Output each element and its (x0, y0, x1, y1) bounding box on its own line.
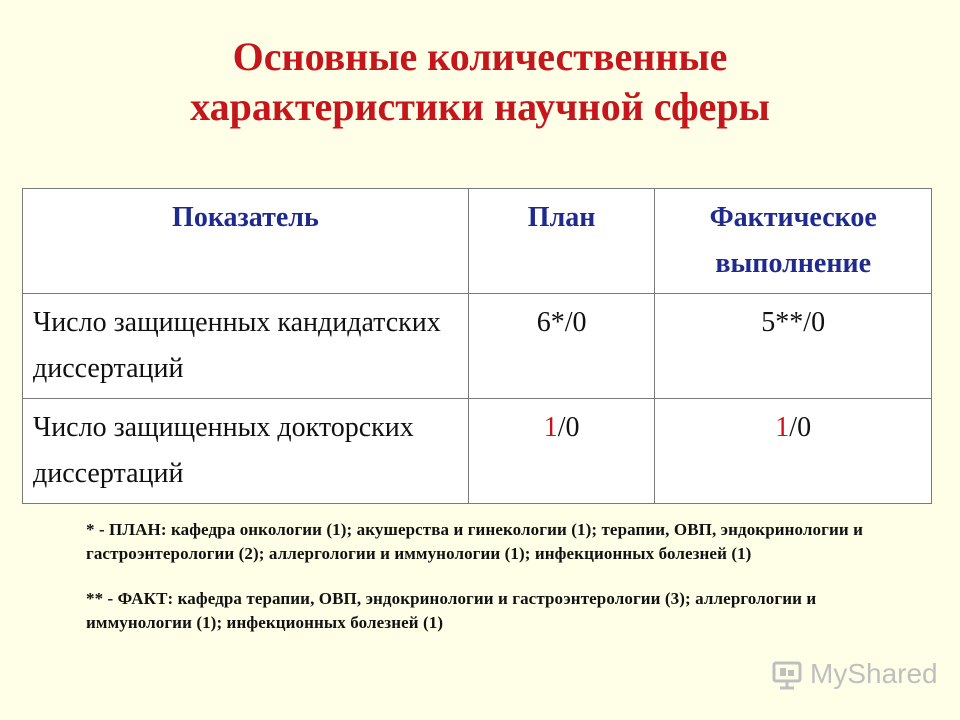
row-fact: 5**/0 (655, 294, 932, 399)
table-row (23, 294, 932, 399)
header-indicator: Показатель (23, 189, 469, 294)
indicators-table (22, 188, 932, 504)
presentation-icon (770, 657, 804, 691)
fact-highlight: 1 (775, 412, 790, 443)
footnote-fact: ** - ФАКТ: кафедра терапии, ОВП, эндокринологии и гастроэнтерологии (3); аллергологии и иммунологии (1); инфекционных болезней (1) (86, 589, 817, 632)
page-title (0, 32, 960, 132)
title-line-2: характеристики научной сферы (190, 84, 770, 129)
row-label: Число защищенных кандидатских диссертаций (23, 294, 469, 399)
table-header-row (23, 189, 932, 294)
plan-highlight: 1 (543, 412, 558, 443)
row-fact (655, 399, 932, 504)
footnotes (86, 518, 906, 656)
row-plan (468, 399, 655, 504)
header-plan: План (468, 189, 655, 294)
footnote-plan: * - ПЛАН: кафедра онкологии (1); акушерства и гинекологии (1); терапии, ОВП, эндокринологии и гастроэнтерологии (2); аллергологии и иммунологии (1); инфекционных болезней (1) (86, 520, 864, 563)
table-row (23, 399, 932, 504)
row-label: Число защищенных докторских диссертаций (23, 399, 469, 504)
row-plan: 6*/0 (468, 294, 655, 399)
watermark (770, 654, 938, 694)
fact-rest: /0 (789, 412, 812, 443)
plan-rest: /0 (557, 412, 580, 443)
watermark-text: MyShared (810, 658, 938, 689)
header-fact: Фактическое выполнение (655, 189, 932, 294)
title-line-1: Основные количественные (232, 34, 728, 79)
